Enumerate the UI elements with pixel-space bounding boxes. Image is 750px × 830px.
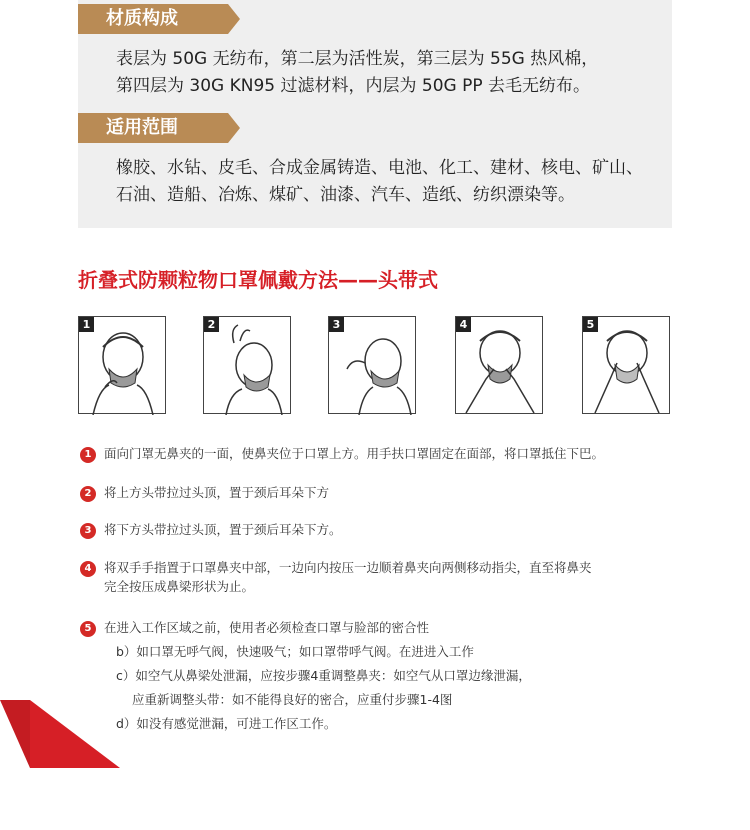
instruction-text: 在进入工作区域之前，使用者必须检查口罩与脸部的密合性 (104, 620, 430, 635)
instruction-4-continued: 完全按压成鼻梁形状为止。 (104, 579, 255, 594)
step-number: 5 (583, 317, 598, 332)
sub-item-b: b）如口罩无呼气阀，快速吸气；如口罩带呼气阀。在进进入工作 (116, 644, 474, 659)
material-line-2: 第四层为 30G KN95 过滤材料，内层为 50G PP 去毛无纺布。 (116, 76, 591, 96)
sub-item-d: d）如没有感觉泄漏，可进工作区工作。 (116, 716, 337, 731)
instruction-text: 将下方头带拉过头顶，置于颈后耳朵下方。 (104, 522, 342, 537)
sub-item-c-continued: 应重新调整头带：如不能得良好的密合，应重付步骤1-4图 (132, 692, 453, 707)
step-number: 2 (204, 317, 219, 332)
instruction-text: 面向门罩无鼻夹的一面，使鼻夹位于口罩上方。用手扶口罩固定在面部，将口罩抵住下巴。 (104, 446, 605, 461)
step-badge: 4 (80, 561, 96, 577)
step-illustration-3 (328, 316, 416, 414)
mask-wearing-figure-5 (583, 317, 671, 415)
instruction-text: 将双手手指置于口罩鼻夹中部，一边向内按压一边顺着鼻夹向两侧移动指尖，直至将鼻夹 (104, 560, 592, 575)
step-badge: 1 (80, 447, 96, 463)
step-illustration-4 (455, 316, 543, 414)
instruction-2 (80, 483, 329, 502)
step-illustration-1 (78, 316, 166, 414)
step-number: 3 (329, 317, 344, 332)
instruction-3 (80, 520, 342, 539)
instruction-5 (80, 618, 429, 637)
material-section-tag: 材质构成 (78, 4, 228, 34)
step-badge: 2 (80, 486, 96, 502)
mask-wearing-figure-4 (456, 317, 544, 415)
scope-line-2: 石油、造船、冶炼、煤矿、油漆、汽车、造纸、纺织漂染等。 (116, 185, 575, 205)
step-badge: 3 (80, 523, 96, 539)
instruction-text: 将上方头带拉过头顶，置于颈后耳朵下方 (104, 485, 330, 500)
step-number: 4 (456, 317, 471, 332)
mask-wearing-figure-1 (79, 317, 167, 415)
sub-item-c: c）如空气从鼻梁处泄漏，应按步骤4重调整鼻夹：如空气从口罩边缘泄漏， (116, 668, 531, 683)
decorative-red-corner (0, 700, 120, 770)
instruction-1 (80, 444, 604, 463)
mask-wearing-figure-2 (204, 317, 292, 415)
material-line-1: 表层为 50G 无纺布，第二层为活性炭，第三层为 55G 热风棉， (116, 49, 599, 69)
step-badge: 5 (80, 621, 96, 637)
mask-wearing-figure-3 (329, 317, 417, 415)
step-number: 1 (79, 317, 94, 332)
scope-section-tag: 适用范围 (78, 113, 228, 143)
step-illustration-5 (582, 316, 670, 414)
step-illustration-2 (203, 316, 291, 414)
scope-line-1: 橡胶、水钻、皮毛、合成金属铸造、电池、化工、建材、核电、矿山、 (116, 158, 643, 178)
method-title: 折叠式防颗粒物口罩佩戴方法——头带式 (78, 268, 438, 292)
instruction-4 (80, 558, 592, 577)
